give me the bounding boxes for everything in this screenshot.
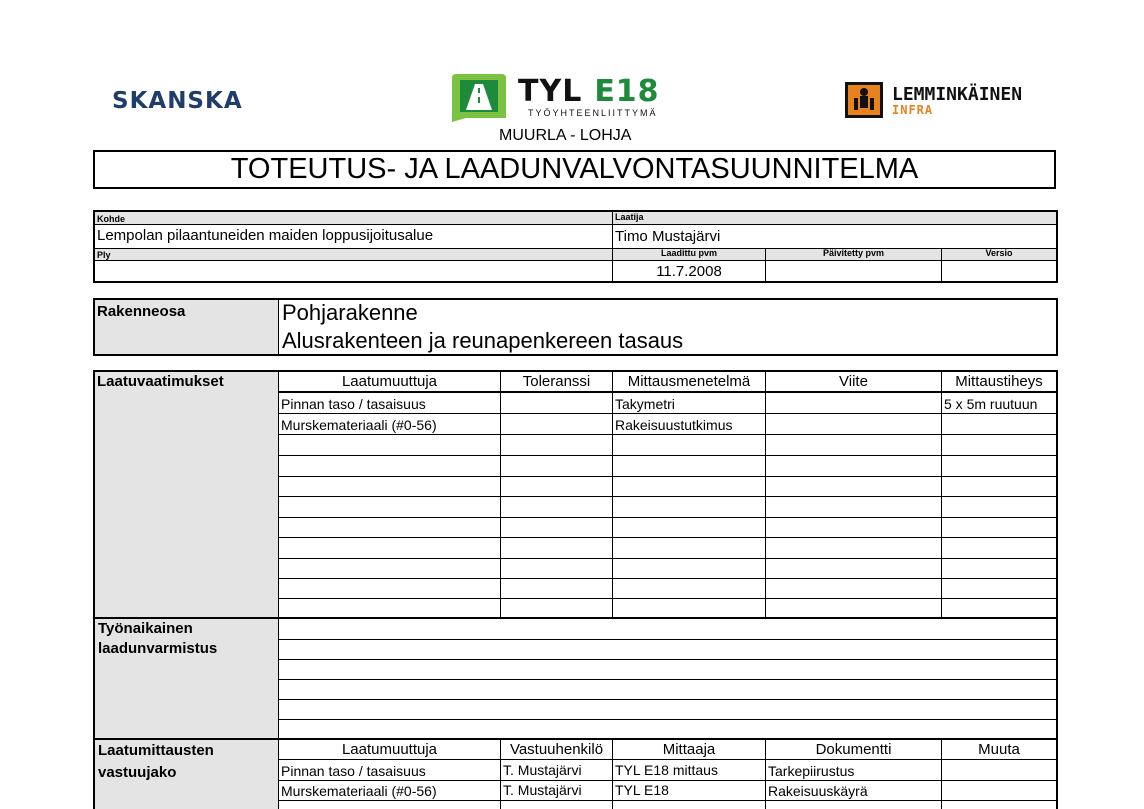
ply-label: Ply bbox=[97, 250, 111, 260]
table-cell: Rakeisuustutkimus bbox=[615, 417, 733, 433]
header-mittaaja: Mittaaja bbox=[662, 741, 716, 758]
rakenneosa-label: Rakenneosa bbox=[97, 303, 186, 320]
tyl-logo-subtitle: TYÖYHTEENLIITTYMÄ bbox=[528, 108, 658, 118]
tyl-logo-e18: E18 bbox=[594, 74, 660, 109]
laatija-label: Laatija bbox=[615, 212, 644, 222]
laadittu-value: 11.7.2008 bbox=[656, 263, 722, 280]
tyl-e18-logo bbox=[448, 72, 658, 128]
quality-table bbox=[93, 370, 1058, 809]
table-cell: Tarkepiirustus bbox=[768, 763, 855, 779]
skanska-logo: SKANSKA bbox=[112, 88, 243, 114]
table-cell: Pinnan taso / tasaisuus bbox=[281, 396, 426, 412]
header-mittausmenetelma: Mittausmenetelmä bbox=[627, 373, 751, 390]
table-cell: 5 x 5m ruutuun bbox=[944, 396, 1038, 412]
laatija-value: Timo Mustajärvi bbox=[615, 228, 721, 245]
header-dokumentti: Dokumentti bbox=[815, 741, 892, 758]
vastuujako-label-line1: Laatumittausten bbox=[98, 742, 214, 759]
header-mittaustiheys: Mittaustiheys bbox=[955, 373, 1043, 390]
tyonaikainen-label bbox=[98, 619, 217, 659]
table-cell: Takymetri bbox=[615, 396, 675, 412]
table-cell: Rakeisuuskäyrä bbox=[768, 783, 868, 799]
rakenneosa-block bbox=[93, 298, 1058, 356]
workers-icon bbox=[845, 82, 883, 118]
rakenneosa-line1: Pohjarakenne bbox=[282, 300, 418, 325]
lemminkainen-logo bbox=[845, 82, 1055, 122]
laatuvaatimukset-label: Laatuvaatimukset bbox=[97, 373, 224, 390]
table-cell: TYL E18 mittaus bbox=[615, 762, 718, 778]
info-block bbox=[93, 210, 1058, 283]
lemminkainen-logo-subtitle: INFRA bbox=[892, 103, 934, 117]
tyonaikainen-label-line1: Työnaikainen bbox=[98, 620, 193, 637]
paivitetty-label: Päivitetty pvm bbox=[822, 248, 885, 258]
route-title: MUURLA - LOHJA bbox=[499, 127, 632, 144]
kohde-value: Lempolan pilaantuneiden maiden loppusijoitusalue bbox=[97, 227, 434, 244]
document-title: TOTEUTUS- JA LAADUNVALVONTASUUNNITELMA bbox=[93, 150, 1056, 189]
laadittu-label: Laadittu pvm bbox=[660, 248, 717, 258]
table-cell: T. Mustajärvi bbox=[503, 762, 582, 778]
road-icon bbox=[448, 72, 508, 122]
header-vastuuhenkilo: Vastuuhenkilö bbox=[509, 741, 604, 758]
lemminkainen-logo-text: LEMMINKÄINEN bbox=[892, 84, 1023, 105]
tyonaikainen-label-line2: laadunvarmistus bbox=[98, 640, 218, 657]
tyl-logo-text: TYL bbox=[518, 74, 583, 109]
table-cell: T. Mustajärvi bbox=[503, 782, 582, 798]
rakenneosa-line2: Alusrakenteen ja reunapenkereen tasaus bbox=[282, 328, 684, 353]
table-cell: Pinnan taso / tasaisuus bbox=[281, 763, 426, 779]
vastuujako-label bbox=[98, 740, 214, 784]
header-laatumuuttuja: Laatumuuttuja bbox=[341, 373, 438, 390]
header-laatumuuttuja-2: Laatumuuttuja bbox=[341, 741, 438, 758]
table-cell: TYL E18 bbox=[615, 782, 669, 798]
kohde-label: Kohde bbox=[97, 214, 125, 224]
versio-label: Versio bbox=[985, 248, 1013, 258]
table-cell: Murskemateriaali (#0-56) bbox=[281, 783, 437, 799]
header-viite: Viite bbox=[839, 373, 868, 390]
header-toleranssi: Toleranssi bbox=[522, 373, 591, 390]
vastuujako-label-line2: vastuujako bbox=[98, 764, 177, 781]
header-muuta: Muuta bbox=[978, 741, 1020, 758]
table-cell: Murskemateriaali (#0-56) bbox=[281, 417, 437, 433]
